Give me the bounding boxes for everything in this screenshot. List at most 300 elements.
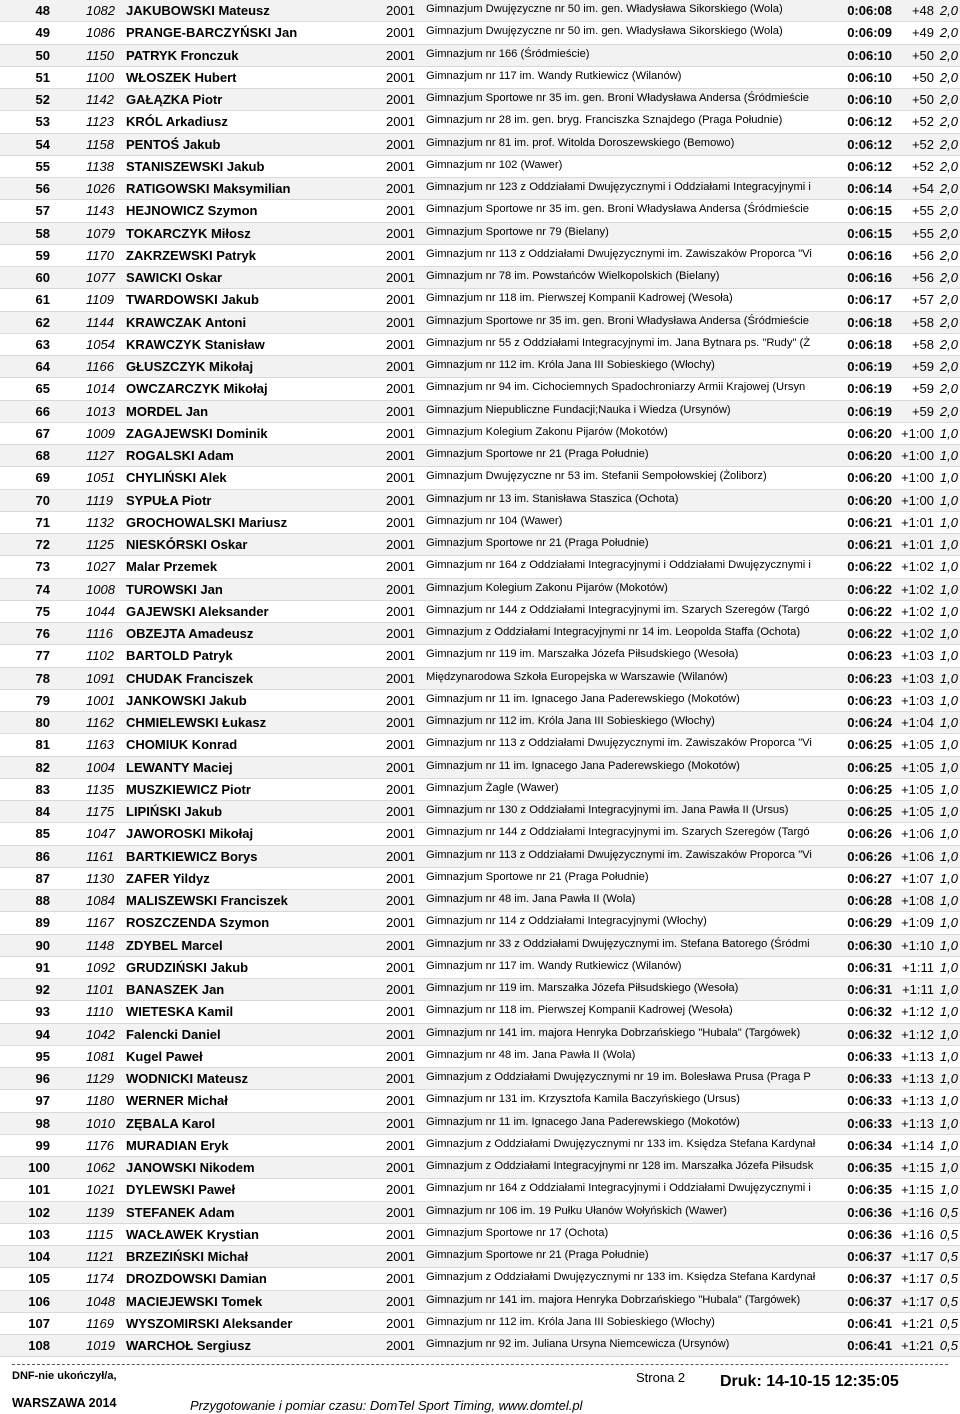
place-cell: 88 bbox=[35, 893, 50, 908]
place-cell: 59 bbox=[35, 247, 50, 263]
birth-year-cell: 2001 bbox=[386, 737, 415, 753]
finish-time-cell: 0:06:15 bbox=[847, 225, 892, 241]
bib-number-cell: 1169 bbox=[86, 1315, 114, 1331]
table-row bbox=[0, 1046, 960, 1068]
table-row bbox=[0, 912, 960, 934]
time-gap-cell: +1:02 bbox=[901, 559, 934, 575]
athlete-name-cell: HEJNOWICZ Szymon bbox=[126, 203, 258, 219]
school-cell: Gimnazjum Kolegium Zakonu Pijarów (Mokotów) bbox=[426, 581, 668, 594]
finish-time-cell: 0:06:20 bbox=[847, 470, 892, 486]
table-row bbox=[0, 779, 960, 801]
bib-number-cell: 1143 bbox=[86, 203, 114, 219]
birth-year-cell: 2001 bbox=[386, 1026, 415, 1042]
place-cell: 81 bbox=[35, 737, 50, 753]
school-cell: Gimnazjum nr 81 im. prof. Witolda Doroszewskiego (Bemowo) bbox=[426, 136, 735, 149]
table-row bbox=[0, 556, 960, 578]
athlete-name-cell: JANOWSKI Nikodem bbox=[126, 1160, 255, 1175]
birth-year-cell: 2001 bbox=[386, 314, 415, 330]
points-cell: 2,0 bbox=[939, 136, 958, 152]
finish-time-cell: 0:06:33 bbox=[847, 1048, 892, 1064]
bib-number-cell: 1062 bbox=[86, 1160, 115, 1175]
birth-year-cell: 2001 bbox=[386, 581, 415, 597]
school-cell: Gimnazjum nr 48 im. Jana Pawła II (Wola) bbox=[426, 893, 636, 905]
table-row bbox=[0, 668, 960, 690]
finish-time-cell: 0:06:12 bbox=[847, 136, 892, 152]
birth-year-cell: 2001 bbox=[386, 247, 415, 263]
school-cell: Gimnazjum nr 112 im. Króla Jana III Sobieskiego (Włochy) bbox=[426, 715, 715, 727]
points-cell: 0,5 bbox=[939, 1226, 958, 1242]
school-cell: Gimnazjum nr 113 z Oddziałami Dwujęzycznymi im. Zawiszaków Proporca "Vi bbox=[426, 848, 812, 861]
birth-year-cell: 2001 bbox=[386, 1160, 415, 1175]
table-row bbox=[0, 801, 960, 823]
bib-number-cell: 1077 bbox=[86, 270, 115, 285]
bib-number-cell: 1166 bbox=[86, 359, 114, 374]
athlete-name-cell: RATIGOWSKI Maksymilian bbox=[126, 181, 291, 196]
birth-year-cell: 2001 bbox=[386, 603, 415, 619]
points-cell: 1,0 bbox=[939, 626, 958, 641]
time-gap-cell: +1:17 bbox=[901, 1249, 934, 1264]
points-cell: 1,0 bbox=[939, 893, 958, 908]
birth-year-cell: 2001 bbox=[386, 1115, 415, 1131]
birth-year-cell: 2001 bbox=[386, 848, 415, 864]
athlete-name-cell: WACŁAWEK Krystian bbox=[126, 1226, 259, 1242]
points-cell: 1,0 bbox=[939, 1182, 958, 1198]
bib-number-cell: 1109 bbox=[86, 292, 114, 308]
athlete-name-cell: ZAKRZEWSKI Patryk bbox=[126, 247, 257, 263]
place-cell: 105 bbox=[28, 1271, 50, 1287]
time-gap-cell: +56 bbox=[911, 270, 934, 285]
table-row bbox=[0, 67, 960, 89]
table-row bbox=[0, 334, 960, 356]
athlete-name-cell: WŁOSZEK Hubert bbox=[126, 69, 237, 85]
table-row bbox=[0, 1024, 960, 1046]
place-cell: 72 bbox=[35, 537, 50, 552]
page-number: Strona 2 bbox=[636, 1370, 686, 1385]
time-gap-cell: +1:12 bbox=[901, 1026, 934, 1042]
place-cell: 98 bbox=[35, 1115, 50, 1131]
athlete-name-cell: CHOMIUK Konrad bbox=[126, 737, 238, 753]
bib-number-cell: 1129 bbox=[86, 1071, 114, 1086]
bib-number-cell: 1115 bbox=[86, 1226, 113, 1242]
birth-year-cell: 2001 bbox=[386, 937, 415, 953]
bib-number-cell: 1158 bbox=[86, 136, 114, 152]
birth-year-cell: 2001 bbox=[386, 781, 415, 797]
school-cell: Gimnazjum nr 130 z Oddziałami Integracyjnymi im. Jana Pawła II (Ursus) bbox=[426, 804, 789, 816]
athlete-name-cell: LEWANTY Maciej bbox=[126, 759, 233, 775]
birth-year-cell: 2001 bbox=[386, 1048, 415, 1064]
time-gap-cell: +1:03 bbox=[901, 670, 934, 686]
time-gap-cell: +50 bbox=[911, 92, 934, 107]
birth-year-cell: 2001 bbox=[386, 492, 415, 508]
time-gap-cell: +1:13 bbox=[901, 1115, 934, 1131]
table-row bbox=[0, 134, 960, 156]
finish-time-cell: 0:06:18 bbox=[847, 336, 892, 352]
table-row bbox=[0, 1179, 960, 1201]
place-cell: 75 bbox=[35, 603, 50, 619]
table-row bbox=[0, 267, 960, 289]
time-gap-cell: +1:12 bbox=[901, 1004, 934, 1020]
table-row bbox=[0, 1090, 960, 1112]
points-cell: 1,0 bbox=[939, 1026, 958, 1042]
points-cell: 2,0 bbox=[939, 314, 958, 330]
points-cell: 1,0 bbox=[939, 648, 958, 664]
table-row bbox=[0, 423, 960, 445]
table-row bbox=[0, 289, 960, 311]
school-cell: Gimnazjum Sportowe nr 35 im. gen. Broni Władysława Andersa (Śródmieście bbox=[426, 314, 810, 327]
place-cell: 102 bbox=[28, 1204, 50, 1220]
bib-number-cell: 1175 bbox=[86, 804, 114, 819]
school-cell: Gimnazjum nr 33 z Oddziałami Dwujęzycznymi im. Stefana Batorego (Śródmi bbox=[426, 937, 810, 950]
time-gap-cell: +55 bbox=[911, 225, 934, 241]
print-timestamp: Druk: 14-10-15 12:35:05 bbox=[720, 1373, 899, 1390]
finish-time-cell: 0:06:32 bbox=[847, 1026, 892, 1042]
points-cell: 0,5 bbox=[939, 1338, 958, 1353]
school-cell: Gimnazjum nr 123 z Oddziałami Dwujęzycznymi i Oddziałami Integracyjnymi i bbox=[426, 181, 811, 193]
birth-year-cell: 2001 bbox=[386, 1271, 415, 1287]
birth-year-cell: 2001 bbox=[386, 826, 415, 842]
athlete-name-cell: CHUDAK Franciszek bbox=[126, 670, 254, 686]
school-cell: Gimnazjum nr 119 im. Marszałka Józefa Piłsudskiego (Wesoła) bbox=[426, 982, 739, 994]
school-cell: Gimnazjum nr 112 im. Króla Jana III Sobieskiego (Włochy) bbox=[426, 359, 715, 371]
birth-year-cell: 2001 bbox=[386, 1293, 415, 1309]
time-gap-cell: +1:05 bbox=[901, 781, 934, 797]
place-cell: 82 bbox=[35, 759, 50, 775]
bib-number-cell: 1054 bbox=[86, 336, 115, 352]
finish-time-cell: 0:06:20 bbox=[847, 448, 892, 463]
time-gap-cell: +58 bbox=[911, 336, 934, 352]
finish-time-cell: 0:06:17 bbox=[847, 292, 892, 308]
school-cell: Gimnazjum Sportowe nr 21 (Praga Południe) bbox=[426, 1249, 649, 1261]
birth-year-cell: 2001 bbox=[386, 225, 415, 241]
bib-number-cell: 1148 bbox=[86, 937, 114, 953]
points-cell: 1,0 bbox=[939, 1048, 958, 1064]
time-gap-cell: +52 bbox=[911, 136, 934, 152]
birth-year-cell: 2001 bbox=[386, 514, 415, 530]
points-cell: 0,5 bbox=[939, 1315, 958, 1331]
school-cell: Gimnazjum nr 117 im. Wandy Rutkiewicz (Wilanów) bbox=[426, 959, 682, 972]
bib-number-cell: 1125 bbox=[86, 537, 114, 552]
table-row bbox=[0, 1246, 960, 1268]
birth-year-cell: 2001 bbox=[386, 270, 415, 285]
place-cell: 60 bbox=[35, 270, 50, 285]
athlete-name-cell: CHYLIŃSKI Alek bbox=[126, 470, 227, 486]
birth-year-cell: 2001 bbox=[386, 403, 415, 419]
birth-year-cell: 2001 bbox=[386, 181, 415, 196]
bib-number-cell: 1180 bbox=[86, 1093, 114, 1109]
time-gap-cell: +1:11 bbox=[902, 982, 934, 997]
athlete-name-cell: MORDEL Jan bbox=[126, 403, 209, 419]
birth-year-cell: 2001 bbox=[386, 69, 415, 85]
finish-time-cell: 0:06:41 bbox=[847, 1315, 892, 1331]
athlete-name-cell: NIESKÓRSKI Oskar bbox=[126, 537, 248, 552]
athlete-name-cell: TUROWSKI Jan bbox=[126, 581, 223, 597]
table-row bbox=[0, 490, 960, 512]
finish-time-cell: 0:06:33 bbox=[847, 1093, 892, 1109]
table-row bbox=[0, 1135, 960, 1157]
birth-year-cell: 2001 bbox=[386, 114, 415, 130]
birth-year-cell: 2001 bbox=[386, 1315, 415, 1331]
time-gap-cell: +1:03 bbox=[901, 692, 934, 708]
bib-number-cell: 1123 bbox=[86, 114, 114, 130]
points-cell: 1,0 bbox=[939, 1160, 958, 1175]
table-row bbox=[0, 0, 960, 22]
birth-year-cell: 2001 bbox=[386, 559, 415, 575]
place-cell: 78 bbox=[35, 670, 50, 686]
table-row bbox=[0, 200, 960, 222]
athlete-name-cell: KRAWCZAK Antoni bbox=[126, 314, 247, 330]
points-cell: 2,0 bbox=[939, 3, 958, 18]
finish-time-cell: 0:06:41 bbox=[847, 1338, 892, 1353]
school-cell: Gimnazjum nr 11 im. Ignacego Jana Paderewskiego (Mokotów) bbox=[426, 692, 740, 705]
bib-number-cell: 1119 bbox=[86, 492, 113, 508]
finish-time-cell: 0:06:30 bbox=[847, 937, 892, 953]
points-cell: 2,0 bbox=[939, 403, 958, 419]
school-cell: Gimnazjum Sportowe nr 17 (Ochota) bbox=[426, 1226, 609, 1239]
points-cell: 2,0 bbox=[939, 359, 958, 374]
points-cell: 1,0 bbox=[939, 492, 958, 508]
school-cell: Gimnazjum nr 78 im. Powstańców Wielkopolskich (Bielany) bbox=[426, 270, 720, 282]
birth-year-cell: 2001 bbox=[386, 1182, 415, 1198]
bib-number-cell: 1044 bbox=[86, 603, 115, 619]
bib-number-cell: 1100 bbox=[86, 69, 114, 85]
dnf-legend: DNF-nie ukończył/a, bbox=[12, 1370, 117, 1382]
table-row bbox=[0, 690, 960, 712]
time-gap-cell: +1:00 bbox=[901, 470, 934, 486]
place-cell: 80 bbox=[35, 715, 50, 730]
finish-time-cell: 0:06:35 bbox=[847, 1182, 892, 1198]
birth-year-cell: 2001 bbox=[386, 292, 415, 308]
table-row bbox=[0, 356, 960, 378]
points-cell: 2,0 bbox=[939, 69, 958, 85]
bib-number-cell: 1135 bbox=[86, 781, 114, 797]
birth-year-cell: 2001 bbox=[386, 1093, 415, 1109]
bib-number-cell: 1084 bbox=[86, 893, 115, 908]
birth-year-cell: 2001 bbox=[386, 1338, 415, 1353]
time-gap-cell: +1:16 bbox=[901, 1204, 934, 1220]
table-row bbox=[0, 467, 960, 489]
place-cell: 107 bbox=[28, 1315, 50, 1331]
school-cell: Gimnazjum nr 118 im. Pierwszej Kompanii Kadrowej (Wesoła) bbox=[426, 292, 733, 305]
school-cell: Gimnazjum nr 106 im. 19 Pułku Ułanów Wołyńskich (Wawer) bbox=[426, 1204, 727, 1217]
points-cell: 2,0 bbox=[939, 225, 958, 241]
points-cell: 2,0 bbox=[939, 292, 958, 308]
finish-time-cell: 0:06:31 bbox=[847, 982, 892, 997]
finish-time-cell: 0:06:20 bbox=[847, 425, 892, 441]
finish-time-cell: 0:06:22 bbox=[847, 626, 892, 641]
athlete-name-cell: LIPIŃSKI Jakub bbox=[126, 804, 223, 819]
points-cell: 1,0 bbox=[939, 715, 958, 730]
birth-year-cell: 2001 bbox=[386, 804, 415, 819]
table-row bbox=[0, 734, 960, 756]
table-row bbox=[0, 512, 960, 534]
bib-number-cell: 1142 bbox=[86, 92, 114, 107]
points-cell: 1,0 bbox=[939, 692, 958, 708]
place-cell: 95 bbox=[35, 1048, 50, 1064]
place-cell: 54 bbox=[35, 136, 50, 152]
time-gap-cell: +1:13 bbox=[901, 1093, 934, 1109]
school-cell: Gimnazjum nr 119 im. Marszałka Józefa Piłsudskiego (Wesoła) bbox=[426, 648, 739, 661]
table-row bbox=[0, 89, 960, 111]
athlete-name-cell: KRAWCZYK Stanisław bbox=[126, 336, 265, 352]
place-cell: 86 bbox=[35, 848, 50, 864]
school-cell: Międzynarodowa Szkoła Europejska w Warszawie (Wilanów) bbox=[426, 670, 728, 683]
birth-year-cell: 2001 bbox=[386, 336, 415, 352]
birth-year-cell: 2001 bbox=[386, 1137, 415, 1153]
athlete-name-cell: OBZEJTA Amadeusz bbox=[126, 626, 254, 641]
points-cell: 1,0 bbox=[939, 804, 958, 819]
place-cell: 58 bbox=[35, 225, 50, 241]
athlete-name-cell: MURADIAN Eryk bbox=[126, 1137, 229, 1153]
place-cell: 103 bbox=[28, 1226, 50, 1242]
finish-time-cell: 0:06:19 bbox=[847, 403, 892, 419]
place-cell: 97 bbox=[35, 1093, 50, 1109]
table-row bbox=[0, 1113, 960, 1135]
time-gap-cell: +57 bbox=[911, 292, 934, 308]
time-gap-cell: +1:09 bbox=[901, 915, 934, 931]
bib-number-cell: 1167 bbox=[86, 915, 114, 931]
points-cell: 1,0 bbox=[939, 514, 958, 530]
school-cell: Gimnazjum Sportowe nr 21 (Praga Południe) bbox=[426, 448, 649, 460]
school-cell: Gimnazjum nr 48 im. Jana Pawła II (Wola) bbox=[426, 1048, 636, 1061]
birth-year-cell: 2001 bbox=[386, 25, 415, 41]
athlete-name-cell: DROZDOWSKI Damian bbox=[126, 1271, 267, 1287]
birth-year-cell: 2001 bbox=[386, 537, 415, 552]
place-cell: 108 bbox=[28, 1338, 50, 1353]
school-cell: Gimnazjum nr 144 z Oddziałami Integracyjnymi im. Szarych Szeregów (Targó bbox=[426, 826, 810, 839]
time-gap-cell: +59 bbox=[911, 359, 934, 374]
points-cell: 1,0 bbox=[939, 559, 958, 575]
school-cell: Gimnazjum z Oddziałami Integracyjnymi nr 14 im. Leopolda Staffa (Ochota) bbox=[426, 626, 801, 638]
school-cell: Gimnazjum nr 113 z Oddziałami Dwujęzycznymi im. Zawiszaków Proporca "Vi bbox=[426, 737, 812, 750]
athlete-name-cell: Falencki Daniel bbox=[126, 1026, 221, 1042]
time-gap-cell: +49 bbox=[911, 25, 934, 41]
place-cell: 94 bbox=[35, 1026, 50, 1042]
points-cell: 1,0 bbox=[939, 470, 958, 486]
bib-number-cell: 1091 bbox=[86, 670, 115, 686]
place-cell: 48 bbox=[35, 3, 50, 18]
points-cell: 1,0 bbox=[939, 826, 958, 842]
school-cell: Gimnazjum nr 112 im. Króla Jana III Sobieskiego (Włochy) bbox=[426, 1315, 715, 1328]
points-cell: 1,0 bbox=[939, 759, 958, 775]
finish-time-cell: 0:06:33 bbox=[847, 1071, 892, 1086]
finish-time-cell: 0:06:12 bbox=[847, 114, 892, 130]
place-cell: 57 bbox=[35, 203, 50, 219]
finish-time-cell: 0:06:25 bbox=[847, 804, 892, 819]
birth-year-cell: 2001 bbox=[386, 648, 415, 664]
finish-time-cell: 0:06:32 bbox=[847, 1004, 892, 1020]
bib-number-cell: 1082 bbox=[86, 3, 115, 18]
place-cell: 92 bbox=[35, 982, 50, 997]
finish-time-cell: 0:06:21 bbox=[847, 537, 892, 552]
finish-time-cell: 0:06:10 bbox=[847, 69, 892, 85]
finish-time-cell: 0:06:19 bbox=[847, 381, 892, 397]
time-gap-cell: +1:01 bbox=[901, 537, 934, 552]
points-cell: 0,5 bbox=[939, 1271, 958, 1287]
place-cell: 76 bbox=[35, 626, 50, 641]
finish-time-cell: 0:06:12 bbox=[847, 158, 892, 174]
birth-year-cell: 2001 bbox=[386, 759, 415, 775]
points-cell: 2,0 bbox=[939, 25, 958, 41]
time-gap-cell: +56 bbox=[911, 247, 934, 263]
birth-year-cell: 2001 bbox=[386, 670, 415, 686]
page-footer bbox=[0, 1360, 960, 1414]
finish-time-cell: 0:06:26 bbox=[847, 848, 892, 864]
place-cell: 66 bbox=[35, 403, 50, 419]
place-cell: 93 bbox=[35, 1004, 50, 1020]
points-cell: 1,0 bbox=[939, 915, 958, 931]
table-row bbox=[0, 1001, 960, 1023]
table-row bbox=[0, 957, 960, 979]
finish-time-cell: 0:06:14 bbox=[847, 181, 892, 196]
finish-time-cell: 0:06:22 bbox=[847, 559, 892, 575]
finish-time-cell: 0:06:22 bbox=[847, 603, 892, 619]
bib-number-cell: 1019 bbox=[86, 1338, 115, 1353]
points-cell: 2,0 bbox=[939, 381, 958, 397]
time-gap-cell: +52 bbox=[911, 158, 934, 174]
athlete-name-cell: WYSZOMIRSKI Aleksander bbox=[126, 1315, 293, 1331]
athlete-name-cell: BRZEZIŃSKI Michał bbox=[126, 1249, 249, 1264]
bib-number-cell: 1009 bbox=[86, 425, 115, 441]
table-row bbox=[0, 601, 960, 623]
place-cell: 53 bbox=[35, 114, 50, 130]
time-gap-cell: +1:03 bbox=[901, 648, 934, 664]
bib-number-cell: 1026 bbox=[86, 181, 115, 196]
athlete-name-cell: ROGALSKI Adam bbox=[126, 448, 234, 463]
place-cell: 77 bbox=[35, 648, 50, 664]
city-year: WARSZAWA 2014 bbox=[12, 1396, 117, 1410]
finish-time-cell: 0:06:25 bbox=[847, 737, 892, 753]
points-cell: 2,0 bbox=[939, 158, 958, 174]
athlete-name-cell: BANASZEK Jan bbox=[126, 982, 225, 997]
finish-time-cell: 0:06:09 bbox=[847, 25, 892, 41]
time-gap-cell: +1:00 bbox=[901, 425, 934, 441]
time-gap-cell: +1:13 bbox=[901, 1048, 934, 1064]
athlete-name-cell: WARCHOŁ Sergiusz bbox=[126, 1338, 251, 1353]
timing-credit: Przygotowanie i pomiar czasu: DomTel Sport Timing, www.domtel.pl bbox=[190, 1398, 583, 1413]
finish-time-cell: 0:06:23 bbox=[847, 692, 892, 708]
bib-number-cell: 1021 bbox=[86, 1182, 115, 1198]
athlete-name-cell: ZAFER Yildyz bbox=[126, 870, 210, 886]
school-cell: Gimnazjum Sportowe nr 79 (Bielany) bbox=[426, 225, 609, 238]
birth-year-cell: 2001 bbox=[386, 1204, 415, 1220]
school-cell: Gimnazjum nr 144 z Oddziałami Integracyjnymi im. Szarych Szeregów (Targó bbox=[426, 603, 810, 616]
time-gap-cell: +50 bbox=[911, 69, 934, 85]
points-cell: 1,0 bbox=[939, 448, 958, 463]
place-cell: 63 bbox=[35, 336, 50, 352]
school-cell: Gimnazjum nr 55 z Oddziałami Integracyjnymi im. Jana Bytnara ps. "Rudy" (Ż bbox=[426, 336, 811, 349]
table-row bbox=[0, 846, 960, 868]
bib-number-cell: 1110 bbox=[86, 1004, 113, 1020]
table-row bbox=[0, 1068, 960, 1090]
time-gap-cell: +1:13 bbox=[901, 1071, 934, 1086]
bib-number-cell: 1101 bbox=[86, 982, 114, 997]
place-cell: 84 bbox=[35, 804, 50, 819]
points-cell: 1,0 bbox=[939, 1137, 958, 1153]
table-row bbox=[0, 890, 960, 912]
athlete-name-cell: WODNICKI Mateusz bbox=[126, 1071, 249, 1086]
finish-time-cell: 0:06:16 bbox=[847, 247, 892, 263]
points-cell: 1,0 bbox=[939, 537, 958, 552]
school-cell: Gimnazjum Sportowe nr 21 (Praga Południe) bbox=[426, 537, 649, 549]
time-gap-cell: +1:17 bbox=[901, 1271, 934, 1287]
points-cell: 1,0 bbox=[939, 737, 958, 753]
points-cell: 2,0 bbox=[939, 92, 958, 107]
table-row bbox=[0, 935, 960, 957]
table-row bbox=[0, 579, 960, 601]
school-cell: Gimnazjum nr 94 im. Cichociemnych Spadochroniarzy Armii Krajowej (Ursyn bbox=[426, 381, 806, 394]
time-gap-cell: +1:02 bbox=[901, 603, 934, 619]
bib-number-cell: 1144 bbox=[86, 314, 114, 330]
